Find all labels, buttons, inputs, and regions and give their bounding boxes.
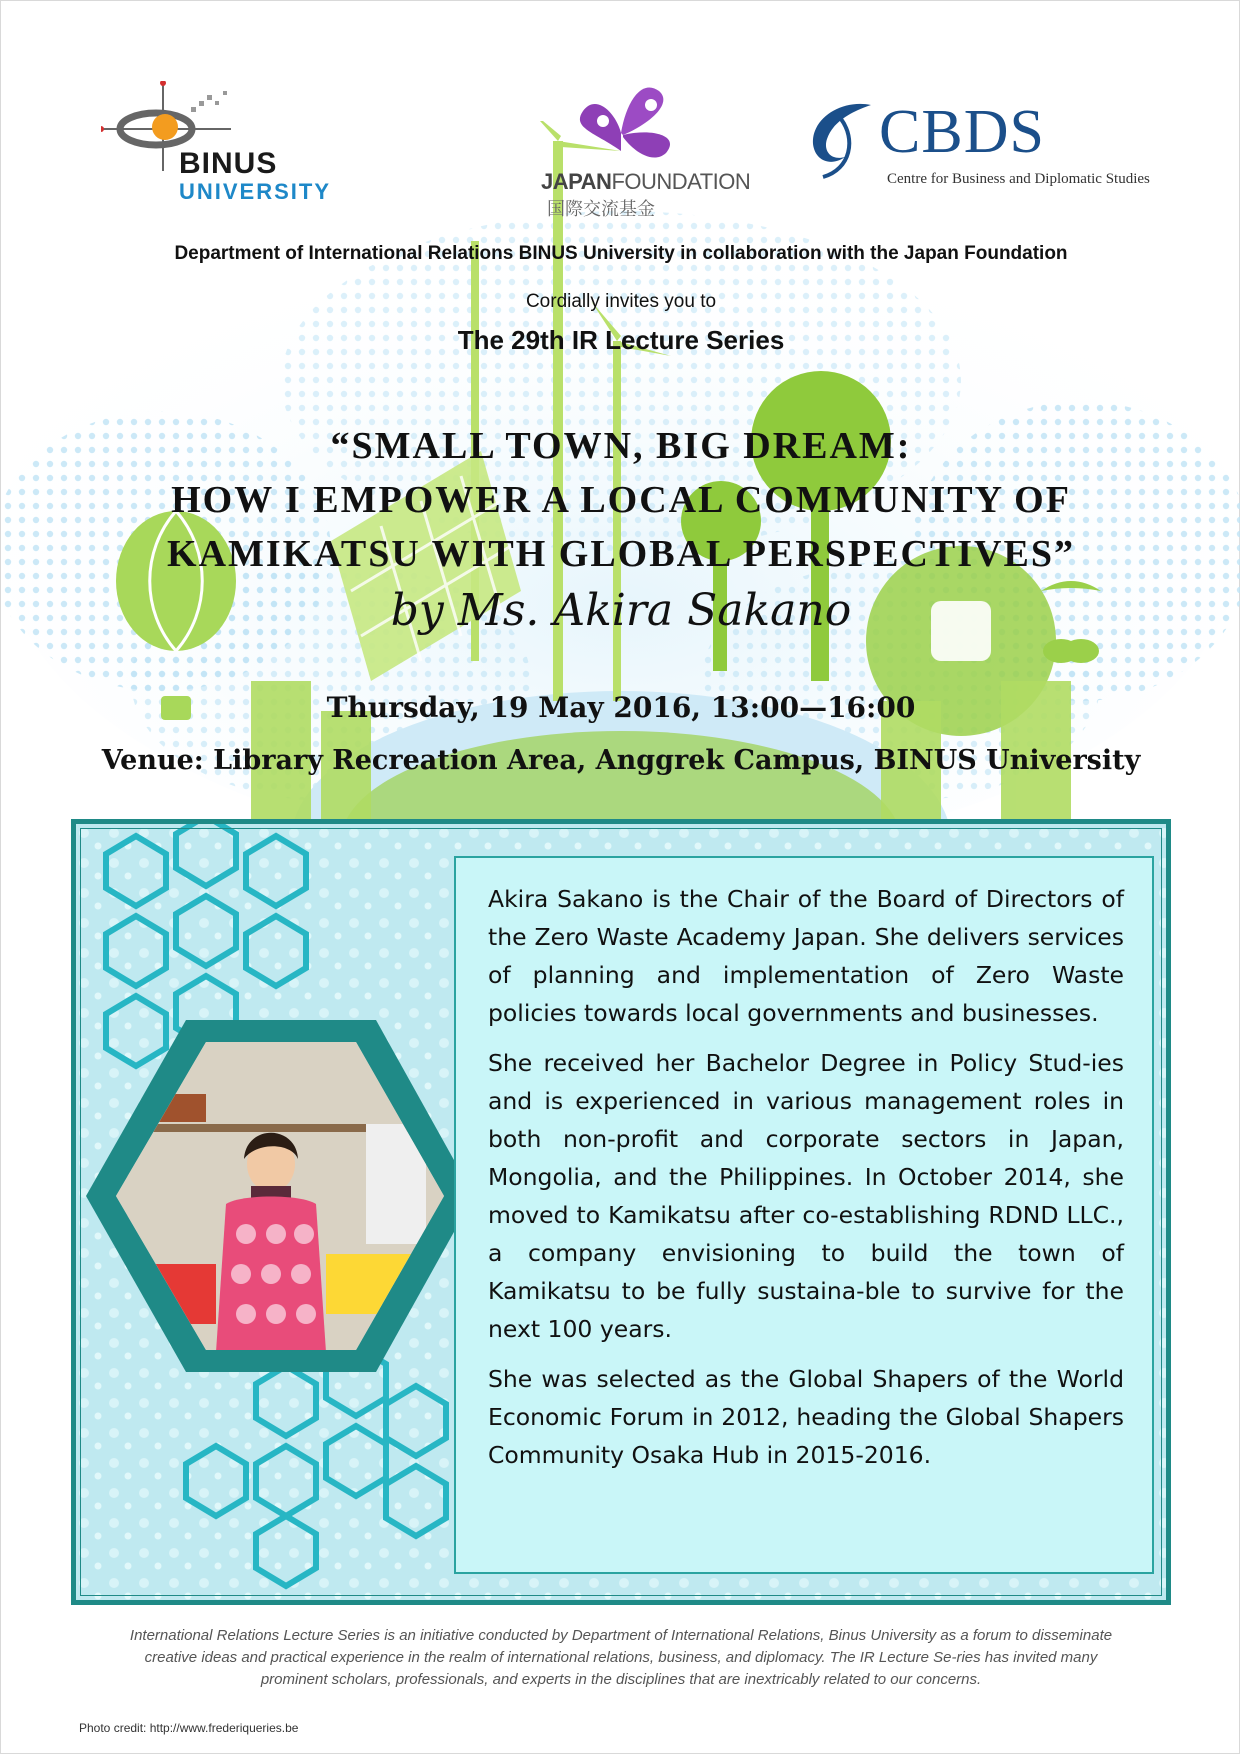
event-date-time: Thursday, 19 May 2016, 13:00—16:00 — [326, 691, 916, 724]
lecture-series-title: The 29th IR Lecture Series — [457, 325, 785, 355]
cbds-logo — [801, 99, 1161, 199]
foundation-word: FOUNDATION — [611, 169, 751, 194]
bio-text-box — [454, 856, 1154, 1574]
invitation-line: Cordially invites you to — [525, 291, 717, 312]
talk-title-line: “SMALL TOWN, BIG DREAM: — [330, 425, 912, 467]
bio-paragraph: She was selected as the Global Shapers of the World Economic Forum in 2012, heading the Global Shapers Community Osaka Hub in 2015-2016. — [488, 1365, 1124, 1469]
talk-title — [61, 419, 1181, 581]
bio-paragraph: She received her Bachelor Degree in Policy Stud-ies and is experienced in various management roles in both non-profit and corporate sectors in Japan, Mongolia, and the Philippines. In October 2014, she moved to Kamikatsu after co-establishing RDND LLC., a company envisioning to build the town of Kamikatsu to be fully sustaina-ble to survive for the next 100 years. — [488, 1049, 1124, 1343]
japan-foundation-japanese-name: 国際交流基金 — [547, 199, 655, 220]
talk-title-line: KAMIKATSU WITH GLOBAL PERSPECTIVES” — [167, 533, 1075, 575]
butterfly-icon — [541, 73, 701, 168]
talk-title-line: HOW I EMPOWER A LOCAL COMMUNITY OF — [171, 479, 1071, 521]
binus-university-logo — [101, 81, 361, 211]
japan-word: JAPAN — [541, 169, 612, 194]
japan-foundation-logo — [541, 73, 751, 223]
cbds-wordmark: CBDS — [879, 98, 1045, 166]
cbds-full-name: Centre for Business and Diplomatic Studies — [887, 171, 1150, 187]
organizer-line: Department of International Relations BINUS University in collaboration with the Japan Foundation — [174, 243, 1068, 264]
speaker-name: by Ms. Akira Sakano — [390, 585, 852, 636]
binus-university-wordmark: UNIVERSITY — [179, 179, 332, 204]
japan-foundation-wordmark — [541, 169, 751, 195]
speaker-bio-panel — [71, 819, 1171, 1605]
cbds-swirl-icon — [801, 99, 881, 179]
series-description-note: International Relations Lecture Series is an initiative conducted by Department of International Relations, Binus University as a forum to disseminate creative ideas and practical experience in the realm of international relations, business, and diplomacy. The IR Lecture Se-ries has invited many prominent scholars, professionals, and experts in the disciplines that are inextricably related to our concerns. — [129, 1627, 1113, 1688]
bio-paragraph: Akira Sakano is the Chair of the Board of Directors of the Zero Waste Academy Japan. She delivers services of planning and implementation of Zero Waste policies towards local governments and businesses. — [488, 885, 1124, 1027]
binus-wordmark: BINUS — [179, 147, 278, 180]
event-venue: Venue: Library Recreation Area, Anggrek Campus, BINUS University — [101, 745, 1141, 776]
photo-credit: Photo credit: http://www.frederiqueries.be — [79, 1721, 299, 1735]
